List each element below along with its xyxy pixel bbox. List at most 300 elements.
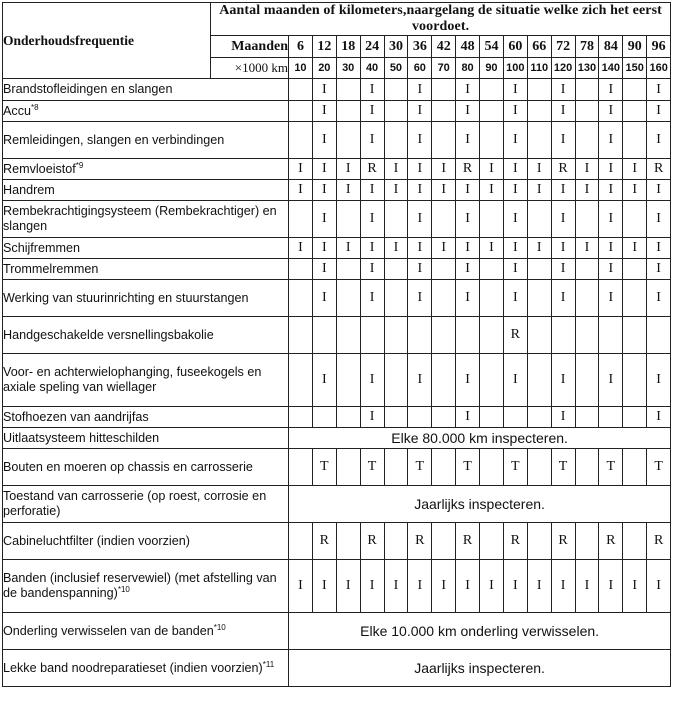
schedule-cell	[527, 317, 551, 354]
maintenance-item-label: Werking van stuurinrichting en stuurstangen	[3, 290, 249, 305]
schedule-cell	[527, 79, 551, 101]
schedule-cell	[480, 201, 504, 238]
schedule-cell	[599, 407, 623, 428]
table-row	[3, 280, 671, 317]
schedule-cell: I	[647, 354, 671, 407]
schedule-cell: I	[647, 560, 671, 613]
month-interval-header: 18	[336, 36, 360, 58]
schedule-cell: I	[312, 79, 336, 101]
schedule-cell	[384, 523, 408, 560]
schedule-cell	[575, 79, 599, 101]
schedule-cell	[432, 407, 456, 428]
schedule-cell	[527, 280, 551, 317]
schedule-cell	[384, 101, 408, 122]
schedule-cell: I	[551, 180, 575, 201]
schedule-cell	[336, 280, 360, 317]
schedule-cell: I	[360, 560, 384, 613]
km-interval-header: 30	[336, 58, 360, 79]
schedule-cell: I	[599, 280, 623, 317]
km-interval-header: 150	[623, 58, 647, 79]
schedule-cell	[623, 523, 647, 560]
schedule-cell: R	[647, 159, 671, 180]
schedule-cell: I	[503, 159, 527, 180]
maintenance-item-label: Cabineluchtfilter (indien voorzien)	[3, 533, 190, 548]
month-interval-header: 42	[432, 36, 456, 58]
table-row	[3, 259, 671, 280]
schedule-cell: I	[599, 79, 623, 101]
schedule-cell: I	[599, 560, 623, 613]
table-row	[3, 449, 671, 486]
schedule-cell: I	[408, 238, 432, 259]
month-interval-header: 66	[527, 36, 551, 58]
schedule-cell	[336, 317, 360, 354]
schedule-cell	[384, 354, 408, 407]
table-row	[3, 560, 671, 613]
schedule-cell	[480, 523, 504, 560]
schedule-cell: I	[360, 354, 384, 407]
schedule-cell: I	[480, 560, 504, 613]
maintenance-item-label: Brandstofleidingen en slangen	[3, 82, 173, 96]
schedule-cell: I	[360, 122, 384, 159]
table-row	[3, 201, 671, 238]
schedule-cell	[432, 317, 456, 354]
schedule-cell: I	[503, 354, 527, 407]
schedule-cell: I	[336, 560, 360, 613]
schedule-cell: I	[456, 101, 480, 122]
table-header	[3, 3, 671, 79]
schedule-cell: I	[503, 122, 527, 159]
schedule-cell: R	[312, 523, 336, 560]
month-interval-header: 36	[408, 36, 432, 58]
interval-note: Elke 80.000 km inspecteren.	[289, 428, 671, 449]
schedule-cell: I	[312, 201, 336, 238]
table-row	[3, 523, 671, 560]
schedule-cell	[289, 317, 313, 354]
schedule-cell: I	[432, 180, 456, 201]
schedule-cell	[575, 122, 599, 159]
schedule-cell	[480, 122, 504, 159]
schedule-cell	[527, 407, 551, 428]
schedule-cell	[336, 101, 360, 122]
schedule-cell: I	[408, 354, 432, 407]
interval-banner: Aantal maanden of kilometers,naargelang de situatie welke zich het eerst voordoet.	[211, 3, 671, 36]
schedule-cell: R	[551, 523, 575, 560]
schedule-cell: I	[312, 101, 336, 122]
km-interval-header: 60	[408, 58, 432, 79]
schedule-cell: R	[503, 523, 527, 560]
schedule-cell	[480, 79, 504, 101]
schedule-cell	[408, 317, 432, 354]
schedule-cell: I	[575, 159, 599, 180]
schedule-cell: I	[432, 560, 456, 613]
maintenance-item-label: Schijfremmen	[3, 240, 80, 255]
schedule-cell	[623, 407, 647, 428]
schedule-cell: I	[456, 180, 480, 201]
schedule-cell: I	[408, 280, 432, 317]
schedule-cell	[432, 280, 456, 317]
schedule-cell: I	[312, 122, 336, 159]
schedule-cell: I	[551, 238, 575, 259]
km-interval-header: 10	[289, 58, 313, 79]
schedule-cell	[336, 79, 360, 101]
schedule-cell: I	[312, 238, 336, 259]
schedule-cell	[336, 201, 360, 238]
schedule-cell: I	[360, 280, 384, 317]
schedule-cell: I	[456, 560, 480, 613]
schedule-cell	[575, 317, 599, 354]
maintenance-item-cell	[3, 354, 289, 407]
interval-note: Jaarlijks inspecteren.	[289, 650, 671, 687]
schedule-cell: I	[551, 79, 575, 101]
schedule-cell	[527, 523, 551, 560]
month-interval-header: 24	[360, 36, 384, 58]
schedule-cell: I	[408, 180, 432, 201]
schedule-cell: T	[360, 449, 384, 486]
interval-note: Elke 10.000 km onderling verwisselen.	[289, 613, 671, 650]
schedule-cell: R	[647, 523, 671, 560]
schedule-cell	[384, 201, 408, 238]
maintenance-item-label: Rembekrachtigingsysteem (Rembekrachtiger) en slangen	[3, 204, 277, 233]
schedule-cell: I	[480, 238, 504, 259]
schedule-cell	[623, 280, 647, 317]
schedule-cell	[384, 407, 408, 428]
maintenance-item-cell	[3, 259, 289, 280]
schedule-cell	[432, 354, 456, 407]
table-row	[3, 354, 671, 407]
schedule-cell: T	[456, 449, 480, 486]
schedule-cell: I	[384, 238, 408, 259]
schedule-cell: I	[432, 238, 456, 259]
schedule-cell: I	[647, 407, 671, 428]
schedule-cell: I	[503, 79, 527, 101]
schedule-cell: I	[360, 79, 384, 101]
maintenance-item-label: Accu	[3, 103, 31, 118]
schedule-cell: I	[599, 159, 623, 180]
month-interval-header: 48	[456, 36, 480, 58]
table-row	[3, 180, 671, 201]
schedule-cell	[312, 317, 336, 354]
schedule-cell	[575, 259, 599, 280]
month-interval-header: 12	[312, 36, 336, 58]
maintenance-schedule-table	[2, 2, 671, 687]
schedule-cell: I	[384, 159, 408, 180]
maintenance-item-label: Trommelremmen	[3, 261, 99, 276]
schedule-cell	[503, 407, 527, 428]
maintenance-item-label: Bouten en moeren op chassis en carrosserie	[3, 459, 253, 474]
table-row	[3, 101, 671, 122]
maintenance-item-cell	[3, 238, 289, 259]
schedule-cell: I	[408, 159, 432, 180]
schedule-cell: I	[551, 201, 575, 238]
km-interval-header: 140	[599, 58, 623, 79]
maintenance-item-label: Banden (inclusief reservewiel) (met afstelling van de bandenspanning)	[3, 571, 277, 600]
schedule-cell: I	[480, 180, 504, 201]
table-row	[3, 159, 671, 180]
month-interval-header: 54	[480, 36, 504, 58]
month-interval-header: 60	[503, 36, 527, 58]
schedule-cell	[336, 354, 360, 407]
schedule-cell: I	[503, 280, 527, 317]
schedule-cell	[336, 122, 360, 159]
schedule-cell	[384, 259, 408, 280]
schedule-cell	[575, 201, 599, 238]
maintenance-item-label: Stofhoezen van aandrijfas	[3, 409, 149, 424]
schedule-cell	[289, 407, 313, 428]
schedule-cell: I	[408, 560, 432, 613]
schedule-cell	[336, 449, 360, 486]
maintenance-item-cell	[3, 560, 289, 613]
schedule-cell	[432, 101, 456, 122]
schedule-cell: I	[456, 259, 480, 280]
schedule-cell: I	[575, 180, 599, 201]
schedule-cell	[289, 259, 313, 280]
table-row	[3, 650, 671, 687]
schedule-cell: I	[289, 238, 313, 259]
schedule-cell: I	[384, 560, 408, 613]
schedule-cell: I	[527, 560, 551, 613]
schedule-cell: R	[551, 159, 575, 180]
table-row	[3, 122, 671, 159]
schedule-cell	[527, 449, 551, 486]
schedule-cell: T	[312, 449, 336, 486]
schedule-cell: I	[456, 354, 480, 407]
schedule-cell: I	[647, 180, 671, 201]
schedule-cell: I	[336, 159, 360, 180]
schedule-cell: I	[456, 280, 480, 317]
schedule-cell: I	[551, 280, 575, 317]
maintenance-item-label: Uitlaatsysteem hitteschilden	[3, 430, 160, 445]
schedule-cell	[527, 101, 551, 122]
km-interval-header: 110	[527, 58, 551, 79]
schedule-cell: I	[503, 560, 527, 613]
table-row	[3, 407, 671, 428]
schedule-cell: I	[312, 259, 336, 280]
schedule-cell	[289, 79, 313, 101]
schedule-cell: I	[456, 201, 480, 238]
schedule-cell: I	[527, 180, 551, 201]
schedule-cell: R	[408, 523, 432, 560]
schedule-cell	[384, 122, 408, 159]
schedule-cell: I	[360, 407, 384, 428]
month-interval-header: 90	[623, 36, 647, 58]
schedule-cell	[623, 201, 647, 238]
schedule-cell	[575, 280, 599, 317]
schedule-cell	[289, 523, 313, 560]
schedule-cell	[384, 449, 408, 486]
km-interval-header: 100	[503, 58, 527, 79]
months-label: Maanden	[211, 36, 289, 58]
schedule-cell: I	[551, 354, 575, 407]
schedule-cell: I	[408, 201, 432, 238]
schedule-cell: I	[551, 407, 575, 428]
schedule-cell: I	[360, 180, 384, 201]
maintenance-item-label: Handrem	[3, 182, 55, 197]
month-interval-header: 78	[575, 36, 599, 58]
schedule-cell: I	[312, 159, 336, 180]
schedule-cell: I	[647, 280, 671, 317]
schedule-cell	[480, 317, 504, 354]
schedule-cell: I	[551, 560, 575, 613]
schedule-cell	[432, 523, 456, 560]
maintenance-item-cell	[3, 159, 289, 180]
maintenance-item-cell	[3, 523, 289, 560]
schedule-cell: I	[503, 101, 527, 122]
schedule-cell: I	[312, 280, 336, 317]
schedule-cell: I	[312, 354, 336, 407]
km-interval-header: 120	[551, 58, 575, 79]
schedule-cell: I	[503, 201, 527, 238]
schedule-cell	[480, 280, 504, 317]
schedule-cell	[384, 317, 408, 354]
schedule-cell: I	[456, 122, 480, 159]
schedule-cell: I	[647, 79, 671, 101]
schedule-cell	[384, 280, 408, 317]
km-interval-header: 90	[480, 58, 504, 79]
schedule-cell: I	[408, 122, 432, 159]
schedule-cell: I	[623, 560, 647, 613]
schedule-cell: I	[647, 259, 671, 280]
schedule-cell: R	[360, 523, 384, 560]
schedule-cell: I	[575, 238, 599, 259]
schedule-cell: I	[408, 79, 432, 101]
schedule-cell: I	[336, 238, 360, 259]
maintenance-item-label: Onderling verwisselen van de banden	[3, 623, 214, 638]
schedule-cell	[432, 122, 456, 159]
maintenance-item-cell	[3, 101, 289, 122]
schedule-cell: I	[456, 238, 480, 259]
maintenance-item-label: Remleidingen, slangen en verbindingen	[3, 132, 225, 147]
schedule-cell: I	[360, 238, 384, 259]
footnote-ref: *8	[31, 102, 39, 112]
schedule-cell	[480, 449, 504, 486]
schedule-cell	[575, 101, 599, 122]
schedule-cell	[575, 449, 599, 486]
schedule-cell: R	[599, 523, 623, 560]
schedule-cell: I	[527, 159, 551, 180]
month-interval-header: 96	[647, 36, 671, 58]
schedule-cell: I	[456, 79, 480, 101]
schedule-cell: I	[599, 201, 623, 238]
schedule-cell: R	[456, 159, 480, 180]
schedule-cell: I	[599, 101, 623, 122]
schedule-cell: R	[360, 159, 384, 180]
schedule-cell: I	[456, 407, 480, 428]
km-interval-header: 40	[360, 58, 384, 79]
schedule-cell	[289, 354, 313, 407]
schedule-cell	[527, 122, 551, 159]
schedule-cell: I	[360, 201, 384, 238]
schedule-cell: I	[599, 259, 623, 280]
maintenance-item-label: Voor- en achterwielophanging, fuseekogels en axiale speling van wiellager	[3, 365, 262, 394]
schedule-cell: I	[551, 101, 575, 122]
schedule-cell: I	[408, 101, 432, 122]
schedule-cell: I	[647, 101, 671, 122]
schedule-cell	[623, 259, 647, 280]
schedule-cell	[575, 523, 599, 560]
schedule-cell: I	[599, 180, 623, 201]
schedule-cell	[527, 354, 551, 407]
schedule-cell	[289, 280, 313, 317]
km-interval-header: 20	[312, 58, 336, 79]
corner-label: Onderhoudsfrequentie	[3, 3, 211, 79]
schedule-cell	[575, 407, 599, 428]
schedule-cell: I	[289, 560, 313, 613]
maintenance-item-cell	[3, 449, 289, 486]
schedule-cell: R	[456, 523, 480, 560]
schedule-cell: T	[647, 449, 671, 486]
schedule-cell: I	[384, 180, 408, 201]
maintenance-item-label: Handgeschakelde versnellingsbakolie	[3, 327, 214, 342]
schedule-cell: I	[480, 159, 504, 180]
schedule-cell: R	[503, 317, 527, 354]
maintenance-item-cell	[3, 180, 289, 201]
table-row	[3, 238, 671, 259]
maintenance-item-cell	[3, 317, 289, 354]
table-row	[3, 79, 671, 101]
schedule-cell: I	[551, 122, 575, 159]
footnote-ref: *9	[75, 160, 84, 170]
schedule-cell: I	[623, 238, 647, 259]
schedule-cell	[623, 449, 647, 486]
schedule-cell: I	[289, 159, 313, 180]
banner-row	[3, 3, 671, 36]
maintenance-item-cell	[3, 122, 289, 159]
table-row	[3, 317, 671, 354]
schedule-cell: I	[599, 238, 623, 259]
schedule-cell: I	[312, 180, 336, 201]
km-interval-header: 80	[456, 58, 480, 79]
schedule-cell	[289, 101, 313, 122]
footnote-ref: *11	[262, 659, 275, 669]
schedule-cell	[551, 317, 575, 354]
schedule-cell	[527, 259, 551, 280]
schedule-cell: I	[360, 259, 384, 280]
schedule-cell	[480, 259, 504, 280]
table-row	[3, 428, 671, 449]
schedule-cell: I	[527, 238, 551, 259]
footnote-ref: *10	[117, 584, 130, 594]
schedule-cell: I	[599, 354, 623, 407]
maintenance-item-cell	[3, 650, 289, 687]
schedule-cell	[408, 407, 432, 428]
month-interval-header: 84	[599, 36, 623, 58]
maintenance-item-cell	[3, 428, 289, 449]
km-interval-header: 50	[384, 58, 408, 79]
km-label: ×1000 km	[211, 58, 289, 79]
schedule-cell: I	[408, 259, 432, 280]
schedule-cell: I	[599, 122, 623, 159]
schedule-cell	[623, 122, 647, 159]
maintenance-item-label: Remvloeistof	[3, 161, 76, 176]
schedule-cell	[336, 407, 360, 428]
schedule-cell	[527, 201, 551, 238]
km-interval-header: 70	[432, 58, 456, 79]
schedule-cell	[480, 101, 504, 122]
schedule-cell: T	[551, 449, 575, 486]
schedule-cell	[432, 201, 456, 238]
schedule-cell	[432, 449, 456, 486]
schedule-cell	[336, 259, 360, 280]
schedule-cell	[623, 354, 647, 407]
maintenance-item-cell	[3, 79, 289, 101]
interval-note: Jaarlijks inspecteren.	[289, 486, 671, 523]
month-interval-header: 30	[384, 36, 408, 58]
schedule-cell	[336, 523, 360, 560]
schedule-cell	[647, 317, 671, 354]
schedule-body	[3, 79, 671, 687]
schedule-cell	[432, 259, 456, 280]
schedule-cell	[575, 354, 599, 407]
